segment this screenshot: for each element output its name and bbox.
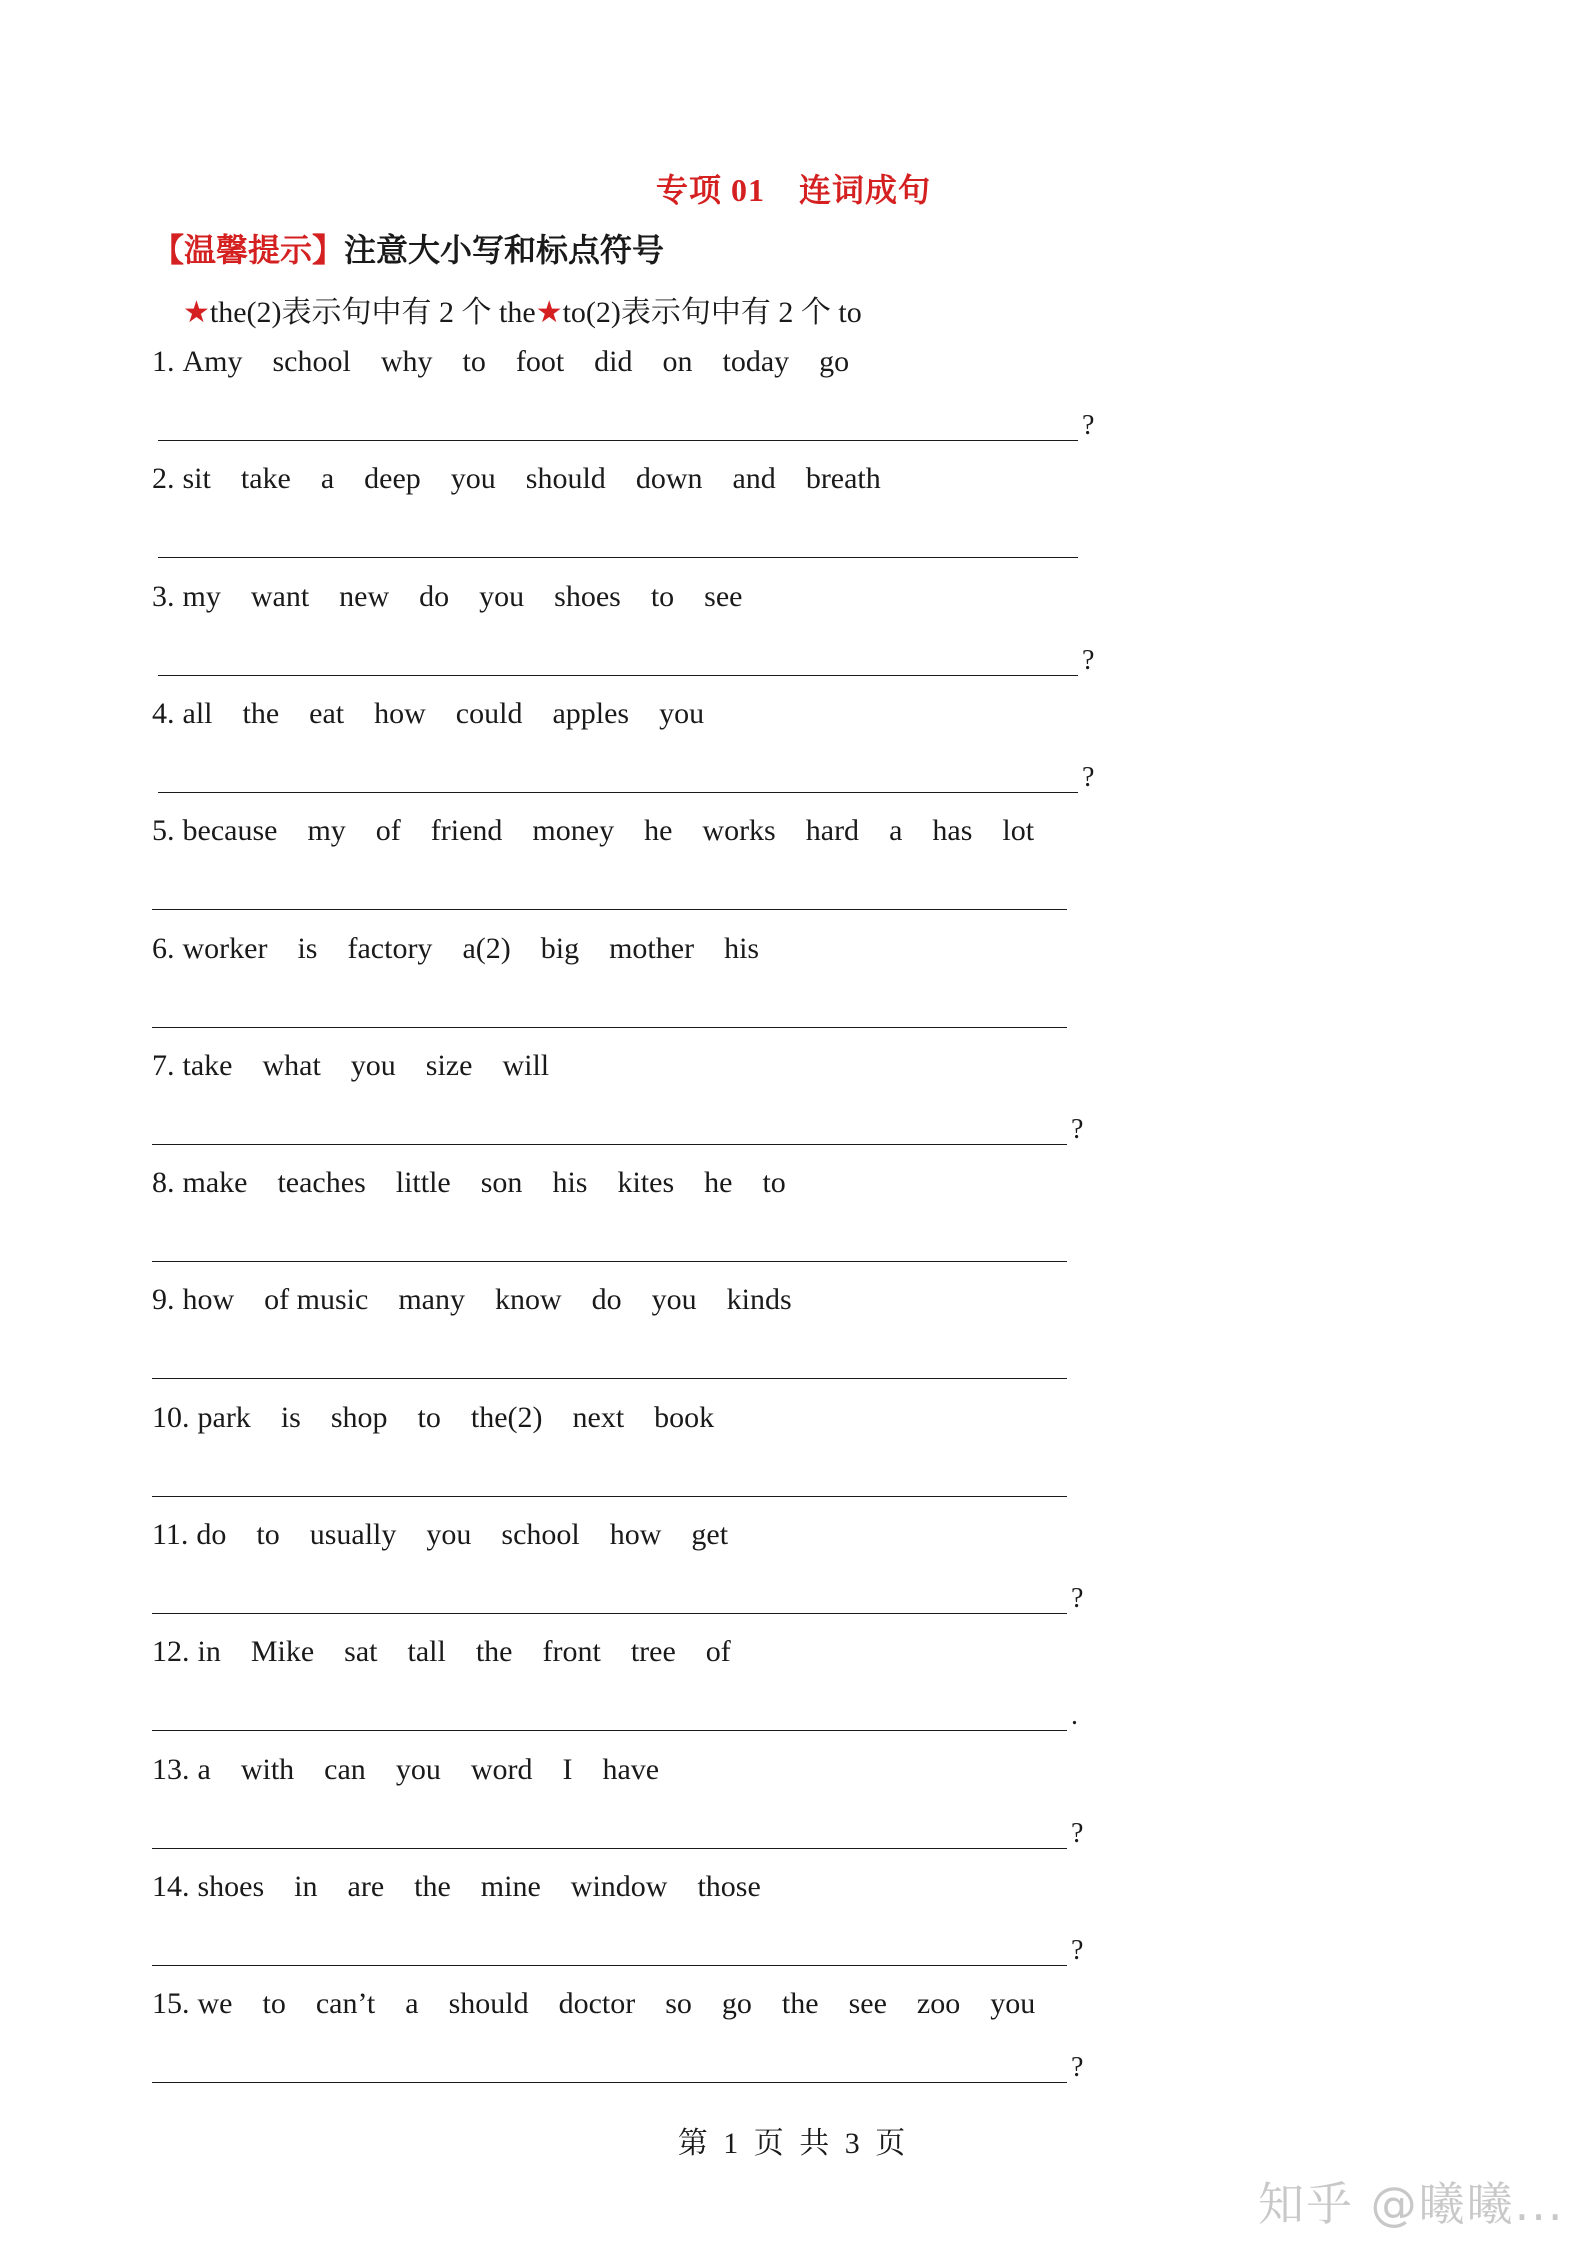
question-word: do [419,580,450,613]
question-word: you [426,1518,472,1551]
question-word: word [470,1753,533,1786]
answer-line[interactable] [152,1965,1067,1966]
question-word: book [654,1401,715,1434]
question-item [152,1753,1152,1787]
question-word: school [501,1518,580,1551]
question-word: to [650,580,675,613]
question-word: all [182,697,213,730]
question-word: new [339,580,390,613]
question-word: do [591,1283,622,1316]
star-icon: ★ [535,296,563,329]
question-number: 5. [152,814,175,847]
question-word: the [475,1635,513,1668]
question-word: is [280,1401,301,1434]
question-word: to [417,1401,441,1434]
answer-line[interactable] [152,1730,1067,1731]
end-punctuation: ? [1071,1114,1084,1145]
question-number: 3. [152,580,175,613]
question-word: kites [617,1166,675,1199]
question-item [152,462,1152,496]
note-line [183,287,862,331]
answer-line[interactable] [152,1496,1067,1497]
question-word: lot [1002,814,1035,847]
question-word: you [651,1283,697,1316]
end-punctuation: ? [1082,410,1095,441]
answer-line[interactable] [152,1613,1067,1614]
question-word: breath [805,462,881,495]
question-word: can’t [315,1987,376,2020]
question-word: how [609,1518,662,1551]
question-item [152,580,1152,614]
answer-line[interactable] [152,1848,1067,1849]
question-word: sit [182,462,211,495]
question-word: you [479,580,525,613]
question-word: usually [309,1518,397,1551]
question-number: 2. [152,462,175,495]
question-word: park [197,1401,251,1434]
question-word: of [375,814,401,847]
question-number: 8. [152,1166,175,1199]
question-word: a [197,1753,211,1786]
question-word: hard [805,814,860,847]
question-word: and [732,462,776,495]
question-number: 1. [152,345,175,378]
question-word: many [398,1283,465,1316]
question-word: should [448,1987,529,2020]
answer-line[interactable] [158,792,1078,793]
question-word: his [552,1166,588,1199]
answer-line[interactable] [158,557,1078,558]
answer-line[interactable] [152,1378,1067,1379]
question-number: 9. [152,1283,175,1316]
question-word: friend [430,814,503,847]
question-number: 4. [152,697,175,730]
question-word: shoes [554,580,621,613]
question-word: he [644,814,673,847]
question-word: deep [364,462,421,495]
tip-text: 注意大小写和标点符号 [344,232,665,268]
question-word: front [542,1635,601,1668]
question-word: those [697,1870,761,1903]
question-item [152,1987,1152,2021]
question-word: big [540,932,580,965]
question-word: worker [182,932,268,965]
question-word: next [572,1401,625,1434]
question-number: 11. [152,1518,189,1551]
question-word: size [425,1049,473,1082]
question-word: tree [630,1635,676,1668]
question-word: in [294,1870,318,1903]
question-word: mine [480,1870,541,1903]
question-word: how [182,1283,235,1316]
question-word: down [635,462,703,495]
question-item [152,697,1152,731]
question-word: to [462,345,486,378]
question-word: how [374,697,426,730]
end-punctuation: ? [1071,2052,1084,2083]
question-word: are [347,1870,385,1903]
question-item [152,932,1152,966]
question-word: make [182,1166,248,1199]
answer-line[interactable] [158,675,1078,676]
question-word: did [594,345,633,378]
question-word: with [240,1753,295,1786]
question-word: do [196,1518,227,1551]
end-punctuation: ? [1071,1935,1084,1966]
question-word: apples [552,697,630,730]
question-item [152,1049,1152,1083]
question-item [152,1283,1152,1317]
question-word: take [240,462,291,495]
title-number: 专项 01 [655,172,765,208]
question-word: go [721,1987,752,2020]
answer-line[interactable] [152,909,1067,910]
question-word: know [494,1283,562,1316]
question-word: factory [347,932,433,965]
question-word: you [450,462,496,495]
question-word: school [272,345,351,378]
answer-line[interactable] [152,2082,1067,2083]
question-number: 7. [152,1049,175,1082]
question-word: money [532,814,615,847]
question-word: works [702,814,776,847]
question-number: 10. [152,1401,190,1434]
tip-line [152,225,664,271]
question-word: doctor [558,1987,636,2020]
question-word: see [704,580,743,613]
question-number: 13. [152,1753,190,1786]
question-word: why [380,345,433,378]
question-item [152,1518,1152,1552]
question-word: go [819,345,850,378]
question-word: have [602,1753,660,1786]
question-word: what [262,1049,321,1082]
star-icon: ★ [183,296,210,329]
question-word: can [324,1753,366,1786]
answer-line[interactable] [152,1027,1067,1028]
page-footer: 第 1 页 共 3 页 [677,2127,910,2160]
question-word: I [562,1753,573,1786]
question-word: to [256,1518,280,1551]
question-word: could [455,697,523,730]
question-word: a(2) [462,932,511,965]
end-punctuation: ? [1082,645,1095,676]
question-word: my [182,580,221,613]
question-word: the [242,697,280,730]
question-word: you [395,1753,441,1786]
question-word: a [889,814,903,847]
question-word: sat [344,1635,378,1668]
question-word: a [405,1987,419,2020]
question-word: foot [515,345,565,378]
question-word: on [662,345,693,378]
question-word: the [414,1870,451,1903]
question-word: son [480,1166,523,1199]
question-word: in [197,1635,221,1668]
question-word: his [724,932,760,965]
answer-line[interactable] [152,1261,1067,1262]
question-word: teaches [277,1166,366,1199]
title-text: 连词成句 [799,172,932,208]
question-word: eat [309,697,345,730]
question-word: zoo [916,1987,961,2020]
question-word: will [502,1049,550,1082]
question-item [152,814,1152,848]
watermark: 知乎 @曦曦... [1258,2177,1565,2231]
question-number: 15. [152,1987,190,2020]
question-item [152,345,1152,379]
question-item [152,1166,1152,1200]
question-word: a [320,462,335,495]
end-punctuation: ? [1071,1583,1084,1614]
question-word: the [781,1987,819,2020]
question-word: see [848,1987,887,2020]
answer-line[interactable] [158,440,1078,441]
question-word: of [705,1635,731,1668]
note-part2: to(2)表示句中有 2 个 to [562,296,862,329]
question-item [152,1635,1152,1669]
question-word: get [691,1518,729,1551]
question-word: we [197,1987,233,2020]
question-word: Mike [250,1635,315,1668]
question-word: take [182,1049,233,1082]
end-punctuation: ? [1071,1818,1084,1849]
question-word: window [570,1870,668,1903]
question-word: mother [609,932,695,965]
question-word: Amy [182,345,243,378]
question-word: shoes [197,1870,265,1903]
question-word: shop [330,1401,388,1434]
question-item [152,1401,1152,1435]
question-word: little [395,1166,451,1199]
question-word: want [250,580,310,613]
question-word: he [704,1166,733,1199]
answer-line[interactable] [152,1144,1067,1145]
question-word: today [722,345,790,378]
question-word: to [762,1166,786,1199]
question-word: should [525,462,606,495]
question-word: because [182,814,278,847]
question-word: is [297,932,318,965]
question-number: 12. [152,1635,190,1668]
question-word: so [665,1987,692,2020]
question-number: 14. [152,1870,190,1903]
question-word: my [307,814,346,847]
question-item [152,1870,1152,1904]
page-title [0,165,1587,211]
question-number: 6. [152,932,175,965]
question-word: has [932,814,973,847]
end-punctuation: ? [1082,762,1095,793]
question-word: of music [264,1283,369,1316]
end-punctuation: . [1071,1700,1078,1731]
question-word: you [990,1987,1036,2020]
tip-label: 【温馨提示】 [152,232,345,268]
question-word: the(2) [470,1401,543,1434]
note-part1: the(2)表示句中有 2 个 the [209,296,536,329]
question-word: tall [407,1635,446,1668]
question-word: kinds [726,1283,792,1316]
question-word: you [350,1049,396,1082]
question-word: you [659,697,705,730]
question-word: to [262,1987,286,2020]
